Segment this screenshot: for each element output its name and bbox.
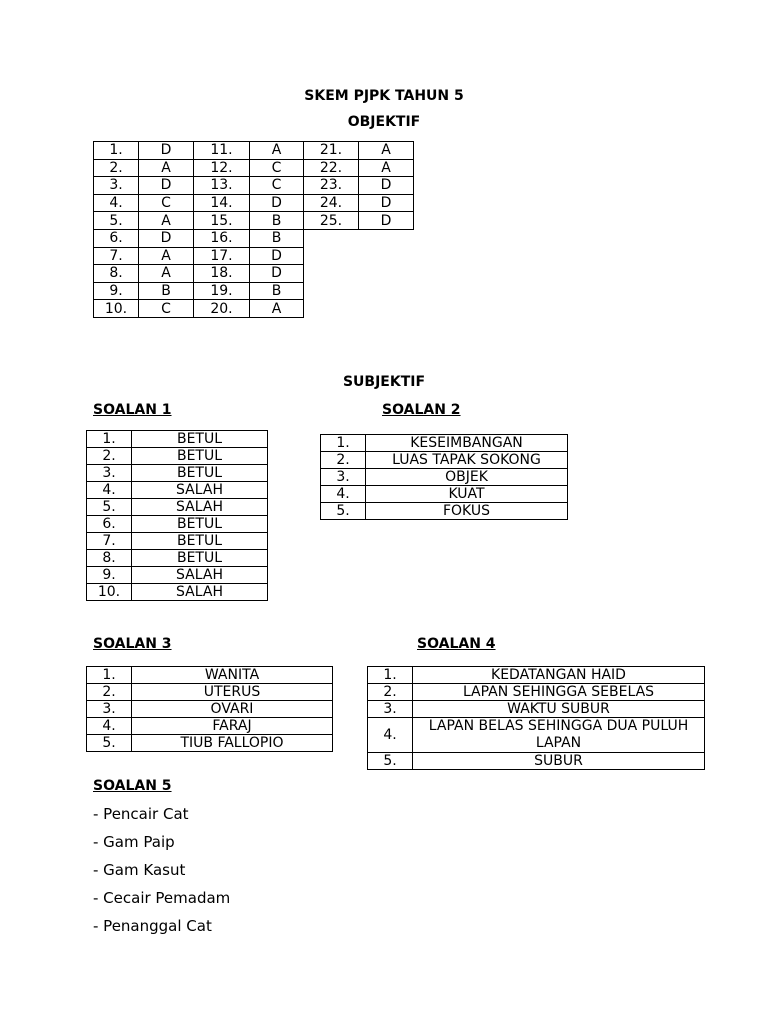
table-row [87,499,268,516]
subjektif-heading: SUBJEKTIF [342,374,426,390]
table-row [87,735,333,752]
table-row [87,516,268,533]
answer-letter: A [359,159,414,177]
table-row [94,177,414,195]
list-item: - Gam Kasut [93,861,186,879]
question-number: 22. [304,159,359,177]
answer-letter: D [139,229,194,247]
answer-letter: D [359,194,414,212]
question-number: 21. [304,142,359,160]
table-row [87,684,333,701]
question-number: 19. [194,282,250,300]
question-number: 2. [321,452,366,469]
answer-letter: A [139,159,194,177]
question-number: 2. [87,448,132,465]
table-row [368,667,705,684]
answer-text: LAPAN BELAS SEHINGGA DUA PULUH LAPAN [413,718,705,753]
soalan-3-heading: SOALAN 3 [93,636,172,652]
answer-letter: B [250,229,304,247]
question-number: 2. [87,684,132,701]
question-number: 6. [94,229,139,247]
answer-letter: A [139,247,194,265]
table-row [94,142,414,160]
question-number: 10. [87,584,132,601]
answer-letter: B [250,282,304,300]
table-row [94,212,414,230]
table-row [87,465,268,482]
question-number: 5. [87,735,132,752]
question-number: 4. [368,718,413,753]
table-row [368,701,705,718]
question-number: 15. [194,212,250,230]
soalan-2-table [320,434,568,520]
list-item: - Cecair Pemadam [93,889,231,907]
question-number: 3. [368,701,413,718]
answer-letter: A [139,212,194,230]
table-row [368,718,705,753]
answer-text: UTERUS [132,684,333,701]
answer-text: SALAH [132,567,268,584]
question-number: 9. [87,567,132,584]
answer-letter: C [139,194,194,212]
table-row [321,503,568,520]
question-number: 1. [368,667,413,684]
table-row [94,265,414,283]
question-number: 14. [194,194,250,212]
answer-letter: D [359,212,414,230]
answer-letter: D [250,265,304,283]
table-row [321,469,568,486]
question-number: 3. [87,465,132,482]
question-number: 1. [321,435,366,452]
answer-text: LAPAN SEHINGGA SEBELAS [413,684,705,701]
table-row [87,431,268,448]
question-number: 17. [194,247,250,265]
question-number: 4. [87,718,132,735]
table-row [87,448,268,465]
question-number: 1. [87,431,132,448]
question-number: 10. [94,300,139,318]
answer-letter: D [250,247,304,265]
table-row [94,159,414,177]
answer-letter: D [139,177,194,195]
question-number: 9. [94,282,139,300]
answer-text: WAKTU SUBUR [413,701,705,718]
table-row [87,482,268,499]
question-number: 20. [194,300,250,318]
answer-text: KUAT [366,486,568,503]
answer-letter: C [139,300,194,318]
question-number: 4. [87,482,132,499]
answer-text: SUBUR [413,753,705,770]
objektif-heading: OBJEKTIF [347,114,421,130]
answer-text: FARAJ [132,718,333,735]
soalan-2-heading: SOALAN 2 [382,402,461,418]
question-number: 4. [321,486,366,503]
answer-letter: D [250,194,304,212]
answer-text: BETUL [132,465,268,482]
table-row [321,435,568,452]
answer-text: SALAH [132,499,268,516]
table-row [94,194,414,212]
list-item: - Pencair Cat [93,805,189,823]
question-number: 3. [321,469,366,486]
page-title: SKEM PJPK TAHUN 5 [304,88,464,104]
question-number: 13. [194,177,250,195]
table-row [368,684,705,701]
question-number: 16. [194,229,250,247]
answer-text: BETUL [132,448,268,465]
question-number: 7. [87,533,132,550]
question-number: 2. [94,159,139,177]
table-row [87,718,333,735]
list-item: - Gam Paip [93,833,175,851]
answer-letter: A [250,300,304,318]
question-number: 5. [94,212,139,230]
answer-letter: A [250,142,304,160]
soalan-5-heading: SOALAN 5 [93,778,172,794]
question-number: 5. [87,499,132,516]
table-row [94,247,414,265]
soalan-3-table [86,666,333,752]
question-number: 11. [194,142,250,160]
answer-text: SALAH [132,584,268,601]
objektif-table [93,141,414,318]
table-row [87,533,268,550]
question-number: 6. [87,516,132,533]
answer-text: TIUB FALLOPIO [132,735,333,752]
question-number: 24. [304,194,359,212]
answer-letter: D [139,142,194,160]
answer-letter: A [359,142,414,160]
answer-text: WANITA [132,667,333,684]
list-item: - Penanggal Cat [93,917,212,935]
question-number: 25. [304,212,359,230]
table-row [87,550,268,567]
soalan-4-heading: SOALAN 4 [417,636,496,652]
answer-text: LUAS TAPAK SOKONG [366,452,568,469]
answer-letter: A [139,265,194,283]
soalan-4-table [367,666,705,770]
question-number: 8. [94,265,139,283]
question-number: 5. [368,753,413,770]
table-row [94,300,414,318]
answer-text: BETUL [132,516,268,533]
table-row [87,667,333,684]
answer-letter: C [250,177,304,195]
answer-text: BETUL [132,431,268,448]
answer-letter: C [250,159,304,177]
answer-text: KESEIMBANGAN [366,435,568,452]
question-number: 12. [194,159,250,177]
answer-letter: D [359,177,414,195]
question-number: 2. [368,684,413,701]
answer-text: BETUL [132,533,268,550]
question-number: 3. [94,177,139,195]
table-row [94,229,414,247]
table-row [321,486,568,503]
soalan-1-heading: SOALAN 1 [93,402,172,418]
answer-letter: B [250,212,304,230]
answer-text: BETUL [132,550,268,567]
answer-text: OBJEK [366,469,568,486]
question-number: 7. [94,247,139,265]
answer-text: OVARI [132,701,333,718]
table-row [321,452,568,469]
table-row [368,753,705,770]
answer-letter: B [139,282,194,300]
table-row [87,584,268,601]
answer-text: FOKUS [366,503,568,520]
table-row [94,282,414,300]
question-number: 23. [304,177,359,195]
soalan-1-table [86,430,268,601]
question-number: 5. [321,503,366,520]
question-number: 1. [87,667,132,684]
answer-text: KEDATANGAN HAID [413,667,705,684]
question-number: 8. [87,550,132,567]
question-number: 4. [94,194,139,212]
question-number: 18. [194,265,250,283]
question-number: 1. [94,142,139,160]
table-row [87,701,333,718]
question-number: 3. [87,701,132,718]
answer-text: SALAH [132,482,268,499]
table-row [87,567,268,584]
